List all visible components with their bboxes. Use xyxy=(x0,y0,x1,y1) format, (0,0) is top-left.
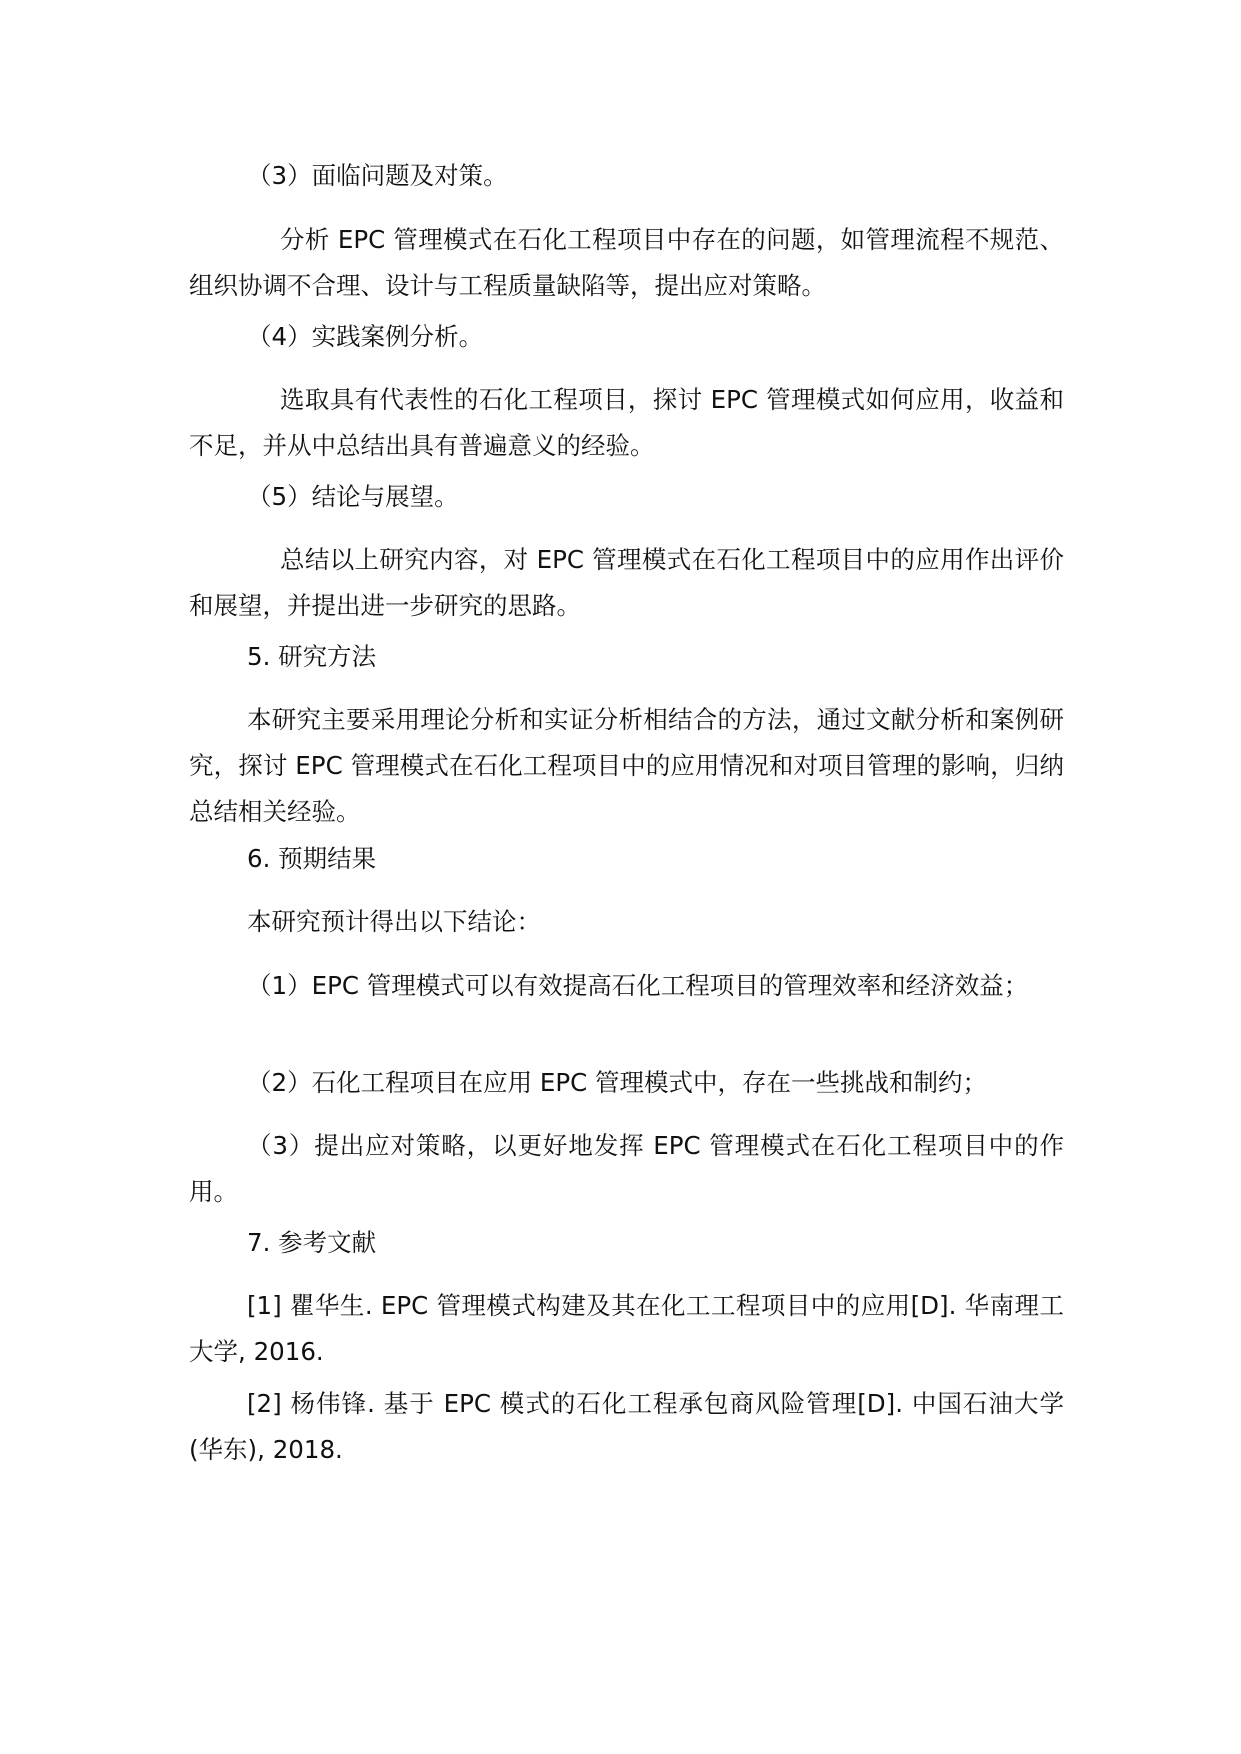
result-item-2: （2）石化工程项目在应用 EPC 管理模式中，存在一些挑战和制约； xyxy=(247,1068,988,1097)
subsection-heading-5: （5）结论与展望。 xyxy=(247,482,459,511)
reference-item-2: [2] 杨伟锋. 基于 EPC 模式的石化工程承包商风险管理[D]. 中国石油大学(华东), 2018. xyxy=(189,1389,1064,1464)
section-heading-methods: 5. 研究方法 xyxy=(247,642,377,671)
subsection-heading-3: （3）面临问题及对策。 xyxy=(247,161,508,190)
body-paragraph-expected-intro: 本研究预计得出以下结论： xyxy=(247,907,541,936)
body-paragraph-conclusion: 总结以上研究内容，对 EPC 管理模式在石化工程项目中的应用作出评价和展望，并提出进一步研究的思路。 xyxy=(189,545,1064,620)
body-paragraph-problems: 分析 EPC 管理模式在石化工程项目中存在的问题，如管理流程不规范、组织协调不合理、设计与工程质量缺陷等，提出应对策略。 xyxy=(189,225,1064,300)
body-paragraph-case-study: 选取具有代表性的石化工程项目，探讨 EPC 管理模式如何应用，收益和不足，并从中总结出具有普遍意义的经验。 xyxy=(189,385,1064,460)
section-heading-references: 7. 参考文献 xyxy=(247,1228,377,1257)
reference-item-1: [1] 瞿华生. EPC 管理模式构建及其在化工工程项目中的应用[D]. 华南理工大学, 2016. xyxy=(189,1291,1064,1366)
subsection-heading-4: （4）实践案例分析。 xyxy=(247,322,484,351)
body-paragraph-methods: 本研究主要采用理论分析和实证分析相结合的方法，通过文献分析和案例研究，探讨 EPC 管理模式在石化工程项目中的应用情况和对项目管理的影响，归纳总结相关经验。 xyxy=(189,705,1064,826)
result-item-1: （1）EPC 管理模式可以有效提高石化工程项目的管理效率和经济效益； xyxy=(247,971,1029,1000)
result-item-3: （3）提出应对策略，以更好地发挥 EPC 管理模式在石化工程项目中的作用。 xyxy=(189,1131,1064,1206)
section-heading-expected-results: 6. 预期结果 xyxy=(247,844,377,873)
